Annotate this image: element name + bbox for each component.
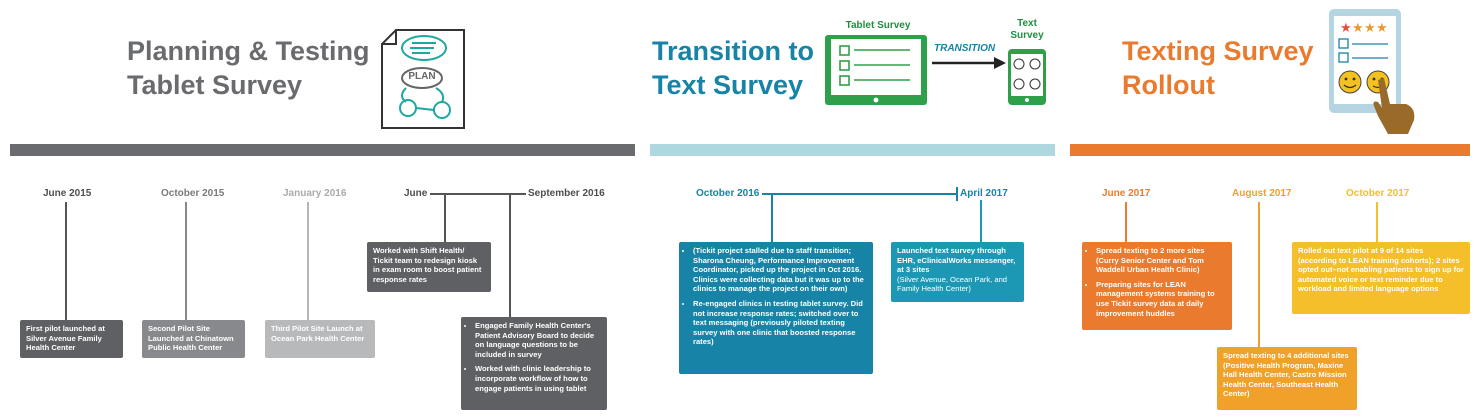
text-survey-label <box>1006 18 1048 42</box>
event-text: Launched text survey through EHR, eClinicalWorks messenger, at 3 sites <box>897 246 1016 275</box>
event-item: • Engaged Family Health Center's Patient Advisory Board to decide on language questions to be included in survey <box>475 321 601 359</box>
event-connector <box>956 187 958 201</box>
tablet-survey-label: Tablet Survey <box>845 20 911 31</box>
event-connector <box>1376 202 1378 243</box>
event-date-june-2016: June <box>404 188 428 199</box>
event-date-october-2016: October 2016 <box>696 188 760 199</box>
event-item: • (Tickit project stalled due to staff transition; Sharona Cheung, Performance Improvement Coordinator, picked up the project in Oct 2016. Clinics were collecting data but it was up to the clinics to manage the project on their own) <box>693 246 867 294</box>
svg-text:★: ★ <box>1352 21 1364 36</box>
event-date-october-2015: October 2015 <box>161 188 225 199</box>
event-date-september-2016: September 2016 <box>528 188 605 199</box>
event-date-june-2017: June 2017 <box>1102 188 1151 199</box>
phase-bar-transition <box>650 144 1055 156</box>
event-box-june-2015: First pilot launched at Silver Avenue Family Health Center <box>20 320 123 358</box>
event-box-september-2016 <box>461 317 607 410</box>
phase-title-transition-line2: Text Survey <box>652 70 804 100</box>
rating-tablet-icon <box>1328 8 1420 136</box>
text-survey-label-line1: Text <box>1017 18 1037 29</box>
event-connector <box>771 193 773 243</box>
phase-title-rollout <box>1122 34 1314 102</box>
event-date-august-2017: August 2017 <box>1232 188 1292 199</box>
phase-title-transition <box>652 34 814 102</box>
event-connector <box>980 200 982 243</box>
tablet-survey-icon <box>824 34 928 106</box>
event-connector <box>509 193 511 318</box>
phase-title-transition-line1: Transition to <box>652 36 814 66</box>
event-date-january-2016: January 2016 <box>283 188 347 199</box>
phase-title-planning <box>127 34 370 102</box>
event-date-october-2017: October 2017 <box>1346 188 1410 199</box>
event-date-june-2015: June 2015 <box>43 188 92 199</box>
event-box-june-2017 <box>1082 242 1232 330</box>
svg-text:★: ★ <box>1340 21 1352 36</box>
event-box-october-2015: Second Pilot Site Launched at Chinatown Public Health Center <box>142 320 245 358</box>
event-subtext: (Silver Avenue, Ocean Park, and Family Health Center) <box>897 274 1008 294</box>
phase-title-rollout-line2: Rollout <box>1122 70 1215 100</box>
event-connector <box>1125 202 1127 243</box>
event-box-january-2016: Third Pilot Site Launch at Ocean Park Health Center <box>265 320 375 358</box>
event-connector <box>444 193 446 243</box>
phase-title-planning-line2: Tablet Survey <box>127 70 303 100</box>
svg-text:★: ★ <box>1376 21 1388 36</box>
transition-arrow-label: TRANSITION <box>934 43 996 54</box>
event-connector <box>307 202 309 321</box>
event-box-april-2017 <box>891 242 1024 302</box>
phase-bar-planning <box>10 144 635 156</box>
event-connector <box>65 202 67 321</box>
transition-arrow-icon <box>932 56 1008 70</box>
phase-title-planning-line1: Planning & Testing <box>127 36 370 66</box>
text-survey-label-line2: Survey <box>1010 30 1044 41</box>
svg-text:★: ★ <box>1364 21 1376 36</box>
event-box-august-2017: Spread texting to 4 additional sites (Positive Health Program, Maxine Hall Health Center, Castro Mission Health Center, Southeast Health Center) <box>1217 347 1357 410</box>
event-item: • Spread texting to 2 more sites (Curry Senior Center and Tom Waddell Urban Health Clinic) <box>1096 246 1226 275</box>
event-box-october-2017: Rolled out text pilot at 9 of 14 sites (according to LEAN training cohorts); 2 sites opted out–not enabling patients to sign up for automated voice or text reminder due to workload and limited language options <box>1292 242 1470 314</box>
event-item: • Re-engaged clinics in testing tablet survey. Did not increase response rates; switched over to text messaging (previously piloted texting survey with one clinic that boosted response rates) <box>693 299 867 347</box>
event-connector <box>762 193 957 195</box>
phase-bar-rollout <box>1070 144 1470 156</box>
event-item: • Worked with clinic leadership to incorporate workflow of how to engage patients in using tablet <box>475 364 601 393</box>
phase-title-rollout-line1: Texting Survey <box>1122 36 1314 66</box>
event-box-october-2016 <box>679 242 873 374</box>
plan-icon-label: PLAN <box>408 71 436 82</box>
event-box-june-2016: Worked with Shift Health/ Tickit team to redesign kiosk in exam room to boost patient response rates <box>367 242 491 292</box>
event-connector <box>185 202 187 321</box>
phone-survey-icon <box>1007 48 1047 106</box>
event-date-april-2017: April 2017 <box>960 188 1008 199</box>
event-item: • Preparing sites for LEAN management systems training to use Tickit survey data at daily improvement huddles <box>1096 280 1226 318</box>
event-connector <box>1258 202 1260 348</box>
